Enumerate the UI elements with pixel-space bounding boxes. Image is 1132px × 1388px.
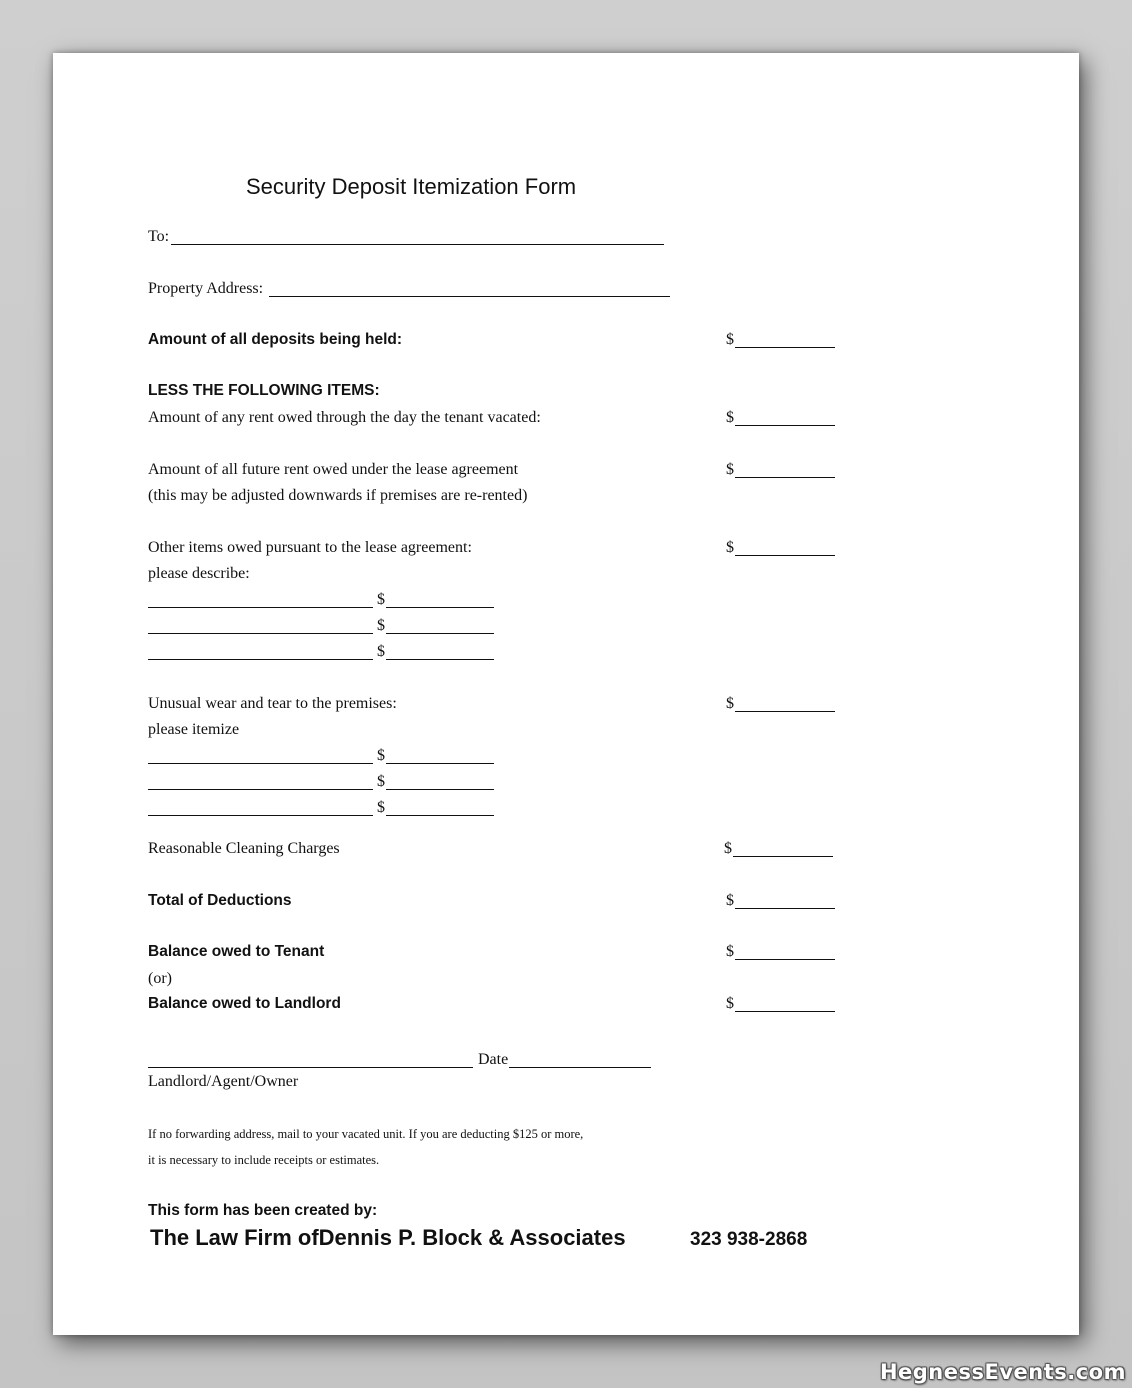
wear-item-amount-field[interactable] (386, 763, 494, 764)
or-label: (or) (148, 970, 172, 987)
dollar-sign: $ (726, 409, 734, 426)
mailing-note-line-2: it is necessary to include receipts or estimates. (148, 1153, 380, 1167)
dollar-sign: $ (726, 943, 734, 960)
total-deductions-amount-field[interactable] (735, 908, 835, 909)
signature-field[interactable] (148, 1067, 473, 1068)
balance-tenant-label: Balance owed to Tenant (148, 943, 325, 960)
other-item-description-field[interactable] (148, 607, 373, 608)
dollar-sign: $ (726, 892, 734, 909)
wear-item-description-field[interactable] (148, 789, 373, 790)
property-address-label: Property Address: (148, 280, 264, 297)
to-label: To: (148, 228, 170, 245)
date-label: Date (478, 1051, 509, 1068)
dollar-sign: $ (726, 539, 734, 556)
wear-item-description-field[interactable] (148, 815, 373, 816)
please-itemize-label: please itemize (148, 721, 240, 738)
other-item-amount-field[interactable] (386, 659, 494, 660)
mailing-note-line-1: If no forwarding address, mail to your vacated unit. If you are deducting $125 or more, (148, 1127, 584, 1141)
other-item-amount-field[interactable] (386, 633, 494, 634)
future-rent-label: Amount of all future rent owed under the lease agreement (148, 461, 519, 478)
balance-landlord-label: Balance owed to Landlord (148, 995, 341, 1012)
dollar-sign: $ (724, 840, 732, 857)
dollar-sign: $ (377, 591, 385, 608)
form-title: Security Deposit Itemization Form (246, 174, 577, 199)
other-item-amount-field[interactable] (386, 607, 494, 608)
wear-tear-label: Unusual wear and tear to the premises: (148, 695, 397, 712)
dollar-sign: $ (726, 461, 734, 478)
other-items-label: Other items owed pursuant to the lease agreement: (148, 539, 472, 556)
please-describe-label: please describe: (148, 565, 250, 582)
cleaning-charges-label: Reasonable Cleaning Charges (148, 840, 340, 857)
dollar-sign: $ (377, 799, 385, 816)
wear-tear-amount-field[interactable] (735, 711, 835, 712)
future-rent-amount-field[interactable] (735, 477, 835, 478)
wear-item-description-field[interactable] (148, 763, 373, 764)
to-field[interactable] (171, 244, 664, 245)
property-address-field[interactable] (269, 296, 670, 297)
balance-tenant-amount-field[interactable] (735, 959, 835, 960)
less-items-heading: LESS THE FOLLOWING ITEMS: (148, 382, 380, 399)
dollar-sign: $ (726, 695, 734, 712)
other-item-description-field[interactable] (148, 633, 373, 634)
rent-owed-amount-field[interactable] (735, 425, 835, 426)
firm-name: The Law Firm ofDennis P. Block & Associates (150, 1225, 626, 1250)
future-rent-note: (this may be adjusted downwards if premises are re-rented) (148, 487, 528, 504)
form-page (53, 53, 1079, 1335)
dollar-sign: $ (377, 643, 385, 660)
other-item-description-field[interactable] (148, 659, 373, 660)
deposits-label: Amount of all deposits being held: (148, 331, 403, 348)
total-deductions-label: Total of Deductions (148, 892, 292, 909)
other-items-amount-field[interactable] (735, 555, 835, 556)
cleaning-amount-field[interactable] (733, 856, 833, 857)
rent-owed-label: Amount of any rent owed through the day the tenant vacated: (148, 409, 541, 426)
firm-phone: 323 938-2868 (690, 1229, 808, 1250)
dollar-sign: $ (377, 617, 385, 634)
dollar-sign: $ (726, 331, 734, 348)
balance-landlord-amount-field[interactable] (735, 1011, 835, 1012)
site-watermark: HegnessEvents.com (879, 1360, 1126, 1384)
signer-label: Landlord/Agent/Owner (148, 1073, 299, 1090)
dollar-sign: $ (377, 773, 385, 790)
wear-item-amount-field[interactable] (386, 815, 494, 816)
dollar-sign: $ (726, 995, 734, 1012)
created-by-label: This form has been created by: (148, 1202, 378, 1219)
deposits-amount-field[interactable] (735, 347, 835, 348)
dollar-sign: $ (377, 747, 385, 764)
wear-item-amount-field[interactable] (386, 789, 494, 790)
date-field[interactable] (509, 1067, 651, 1068)
